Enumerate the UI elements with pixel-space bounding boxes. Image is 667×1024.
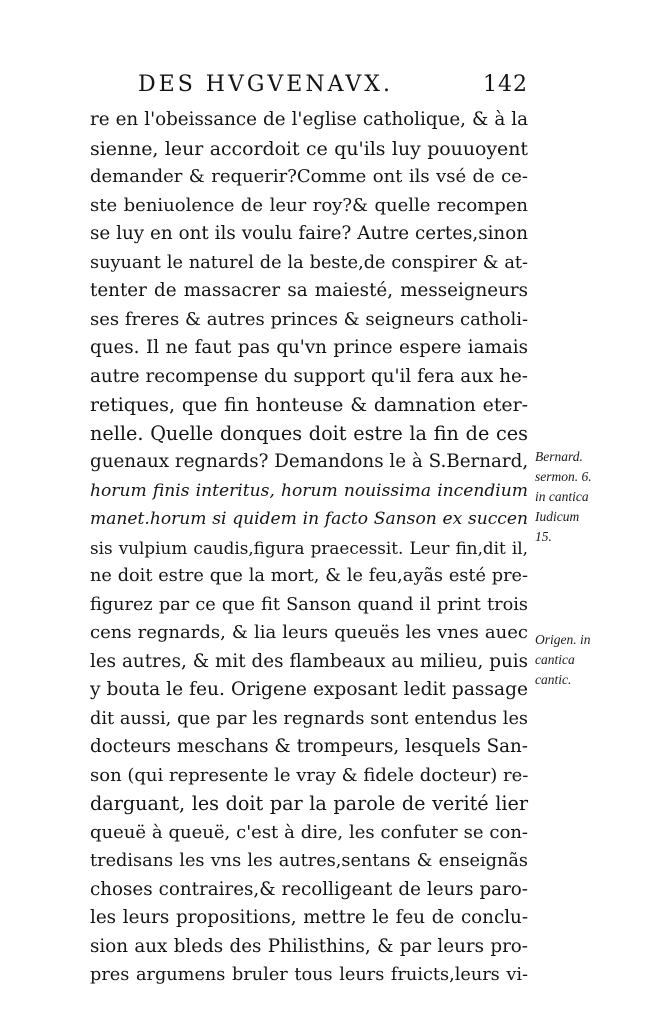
- text-line: docteurs meschans & trompeurs, lesquels San-: [90, 736, 528, 757]
- text-line: se luy en ont ils voulu faire? Autre certes,sinon: [90, 223, 528, 244]
- text-line: tenter de massacrer sa maiesté, messeigneurs: [90, 280, 528, 301]
- text-line: ques. Il ne faut pas qu'vn prince espere iamais: [90, 337, 528, 358]
- page-number: 142: [483, 72, 528, 97]
- marginal-note-origen: [535, 630, 665, 690]
- running-title: DES HVGVENAVX.: [138, 72, 393, 97]
- text-line: pres argumens bruler tous leurs fruicts,leurs vi-: [90, 965, 528, 985]
- text-line: guenaux regnards? Demandons le à S.Bernard,: [90, 451, 529, 472]
- text-line: cens regnards, & lia leurs queuës les vnes auec: [90, 622, 528, 643]
- body-text: [90, 106, 528, 990]
- text-line: dit aussi, que par les regnards sont entendus les: [90, 708, 528, 729]
- text-line: retiques, que fin honteuse & damnation eter-: [90, 394, 528, 416]
- text-line: sis vulpium caudis,figura praecessit. Leur fin,dit il,: [90, 537, 528, 558]
- text-line: darguant, les doit par la parole de verité lier: [90, 792, 528, 815]
- latin-quote-line: manet.horum si quidem in facto Sanson ex succen: [90, 509, 528, 529]
- margin-note-line: Bernard.: [535, 449, 583, 464]
- text-line: autre recompense du support qu'il fera aux he-: [90, 365, 528, 387]
- text-line: ne doit estre que la mort, & le feu,ayãs esté pre-: [90, 566, 528, 586]
- latin-quote-line: horum finis interitus, horum nouissima incendium: [90, 480, 528, 501]
- margin-note-line: Iudicum: [535, 509, 580, 524]
- text-line: suyuant le naturel de la beste,de conspirer & at-: [90, 252, 528, 273]
- margin-note-line: cantica: [535, 652, 575, 667]
- text-line: figurez par ce que fit Sanson quand il print trois: [90, 594, 528, 615]
- text-line: son (qui represente le vray & fidele docteur) re-: [90, 764, 529, 786]
- page-header: [80, 72, 528, 106]
- text-line: demander & requerir?Comme ont ils vsé de ce-: [90, 166, 528, 187]
- text-line: tredisans les vns les autres,sentans & enseignãs: [90, 851, 528, 871]
- margin-note-line: cantic.: [535, 672, 572, 687]
- text-line: les autres, & mit des flambeaux au milieu, puis: [90, 650, 528, 672]
- text-line: les leurs propositions, mettre le feu de conclu-: [90, 907, 528, 928]
- text-line: ste beniuolence de leur roy?& quelle recompen: [90, 194, 528, 216]
- text-line: ses freres & autres princes & seigneurs catholi-: [90, 308, 529, 330]
- marginal-note-bernard: [535, 447, 665, 547]
- text-line: sienne, leur accordoit ce qu'ils luy pouuoyent: [90, 137, 528, 160]
- margin-note-line: 15.: [535, 529, 552, 544]
- text-line: queuë à queuë, c'est à dire, les confuter se con-: [90, 821, 528, 843]
- margin-note-line: sermon. 6.: [535, 469, 592, 484]
- text-line: nelle. Quelle donques doit estre la fin de ces: [90, 421, 528, 445]
- text-line: sion aux bleds des Philisthins, & par leurs pro-: [90, 935, 528, 957]
- text-line: re en l'obeissance de l'eglise catholique, & à la: [90, 109, 528, 130]
- text-line: y bouta le feu. Origene exposant ledit passage: [90, 679, 528, 700]
- margin-note-line: Origen. in: [535, 632, 591, 647]
- margin-note-line: in cantica: [535, 489, 589, 504]
- text-line: choses contraires,& recolligeant de leurs paro-: [90, 878, 528, 900]
